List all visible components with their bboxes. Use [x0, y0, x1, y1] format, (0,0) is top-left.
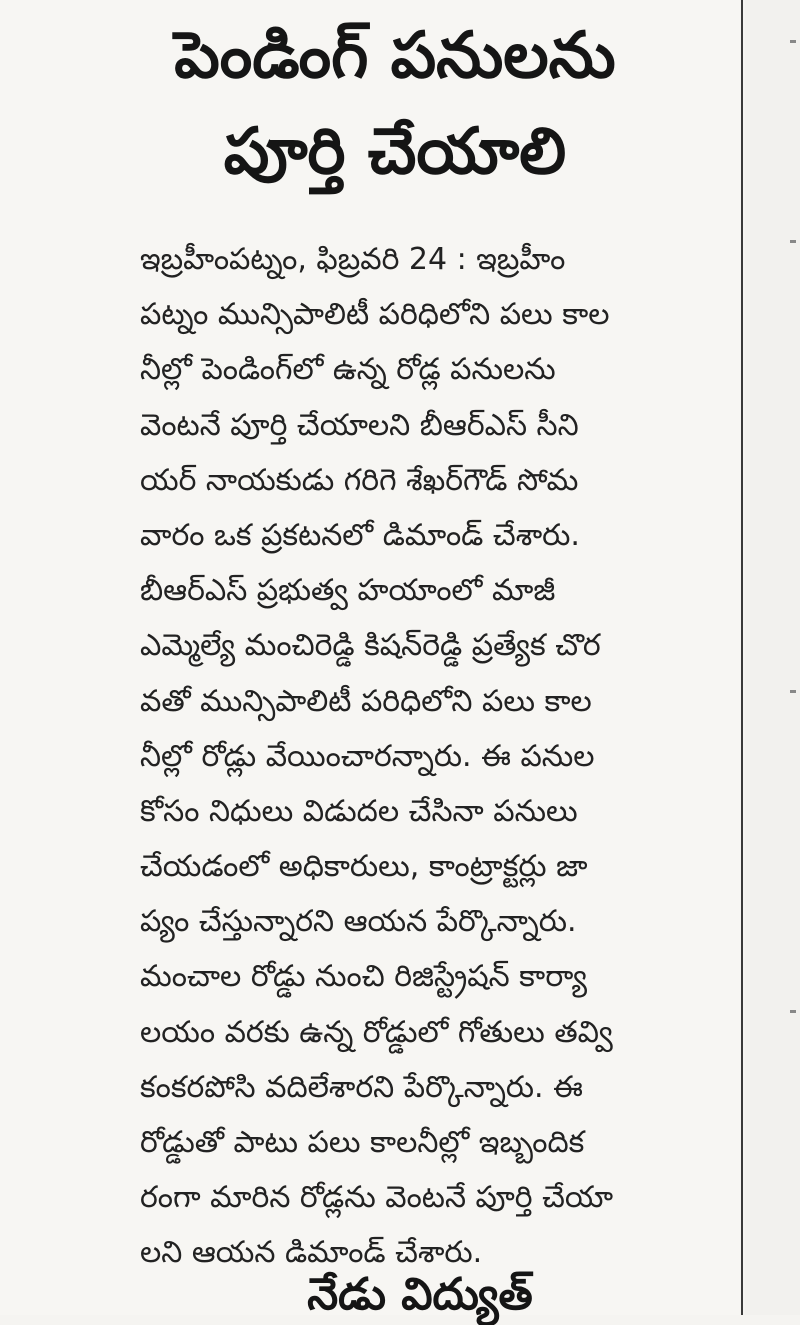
body-line: వతో మున్సిపాలిటీ పరిధిలోని పలు కాల: [140, 683, 592, 719]
column-divider: [741, 0, 743, 1315]
text-fragment-mark: [790, 1010, 796, 1013]
body-line: బీఆర్ఎస్ ప్రభుత్వ హయాంలో మాజీ: [140, 573, 556, 609]
body-line: పట్నం మున్సిపాలిటీ పరిధిలోని పలు కాల: [140, 297, 610, 333]
text-fragment-mark: [790, 240, 796, 243]
adjacent-column: [745, 0, 800, 1315]
body-line: రోడ్డుతో పాటు పలు కాలనీల్లో ఇబ్బందిక: [140, 1125, 585, 1160]
headline-line-2: పూర్తి చేయాలి: [223, 115, 567, 189]
text-fragment-mark: [790, 40, 796, 43]
next-article-headline: నేడు విద్యుత్: [307, 1269, 533, 1320]
body-line: ఎమ్మెల్యే మంచిరెడ్డి కిషన్‌రెడ్డి ప్రత్యేక చొర: [140, 628, 601, 664]
body-line: మంచాల రోడ్డు నుంచి రిజిస్ట్రేషన్ కార్యా: [140, 959, 588, 995]
body-line: ఇబ్రహీంపట్నం, ఫిబ్రవరి 24 : ఇబ్రహీం: [140, 242, 566, 277]
body-line: నీల్లో పెండింగ్‌లో ఉన్న రోడ్ల పనులను: [140, 352, 556, 388]
body-line: లయం వరకు ఉన్న రోడ్డులో గోతులు తవ్వి: [140, 1014, 613, 1050]
body-line: కంకరపోసి వదిలేశారని పేర్కొన్నారు. ఈ: [140, 1069, 583, 1105]
headline: [90, 8, 700, 200]
body-line: కోసం నిధులు విడుదల చేసినా పనులు: [140, 793, 578, 829]
body-line: యర్ నాయకుడు గరిగె శేఖర్‌గౌడ్ సోమ: [140, 462, 579, 498]
body-line: నీల్లో రోడ్లు వేయించారన్నారు. ఈ పనుల: [140, 738, 595, 774]
body-line: రంగా మారిన రోడ్లను వెంటనే పూర్తి చేయా: [140, 1180, 614, 1216]
body-line: వారం ఒక ప్రకటనలో డిమాండ్ చేశారు.: [140, 517, 580, 553]
text-fragment-mark: [790, 690, 796, 693]
body-line: చేయడంలో అధికారులు, కాంట్రాక్టర్లు జా: [140, 849, 588, 885]
body-line: లని ఆయన డిమాండ్ చేశారు.: [140, 1235, 483, 1271]
body-line: వెంటనే పూర్తి చేయాలని బీఆర్ఎస్ సీని: [140, 407, 579, 443]
article-body: [140, 232, 700, 1281]
body-line: ప్యం చేస్తున్నారని ఆయన పేర్కొన్నారు.: [140, 904, 577, 940]
headline-line-1: పెండింగ్ పనులను: [174, 19, 616, 93]
